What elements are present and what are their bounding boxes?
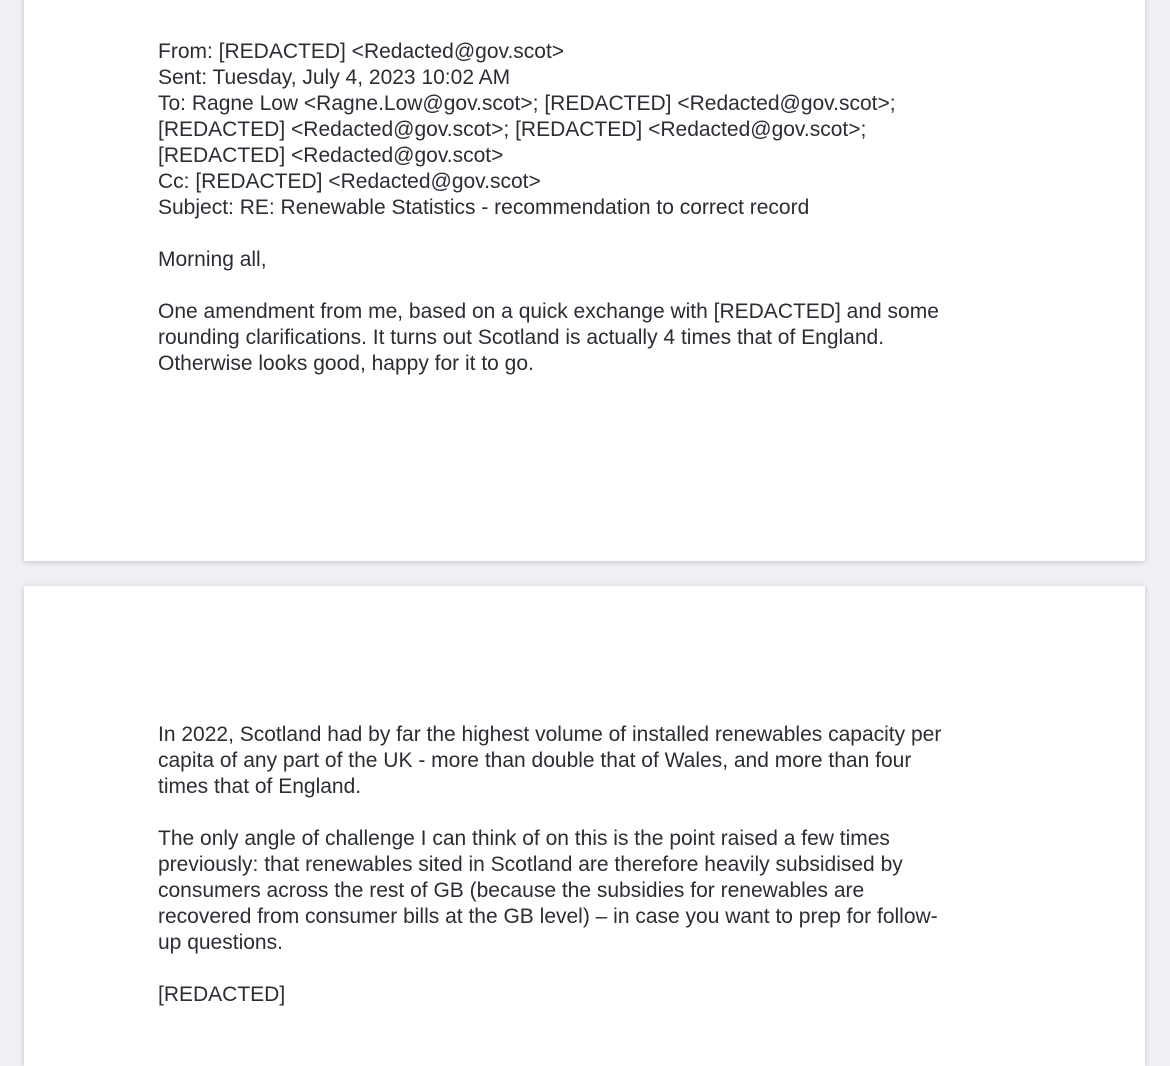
email-to-line-2: [REDACTED] <Redacted@gov.scot>; [REDACTED] <Redacted@gov.scot>;	[158, 118, 867, 141]
email-from: From: [REDACTED] <Redacted@gov.scot>	[158, 40, 565, 63]
email-to-line-1: To: Ragne Low <Ragne.Low@gov.scot>; [REDACTED] <Redacted@gov.scot>;	[158, 92, 896, 115]
signature: [REDACTED]	[158, 983, 286, 1006]
email-cc: Cc: [REDACTED] <Redacted@gov.scot>	[158, 170, 541, 193]
paragraph-challenge: The only angle of challenge I can think of on this is the point raised a few times previously: that renewables sited in Scotland are therefore heavily subsidised by consumers across the rest of GB (because the subsidies for renewables are recovered from consumer bills at the GB level) – in case you want to prep for follow- up questions.	[158, 827, 938, 954]
email-greeting: Morning all,	[158, 248, 267, 271]
paragraph-statistics: In 2022, Scotland had by far the highest volume of installed renewables capacity per capita of any part of the UK - more than double that of Wales, and more than four times that of England.	[158, 723, 942, 798]
email-subject: Subject: RE: Renewable Statistics - recommendation to correct record	[158, 196, 810, 219]
document-page-1	[24, 0, 1145, 561]
email-sent: Sent: Tuesday, July 4, 2023 10:02 AM	[158, 66, 511, 89]
email-body: One amendment from me, based on a quick exchange with [REDACTED] and some rounding clarifications. It turns out Scotland is actually 4 times that of England. Otherwise looks good, happy for it to go.	[158, 300, 939, 375]
email-to-line-3: [REDACTED] <Redacted@gov.scot>	[158, 144, 504, 167]
document-page-2	[24, 586, 1145, 1066]
